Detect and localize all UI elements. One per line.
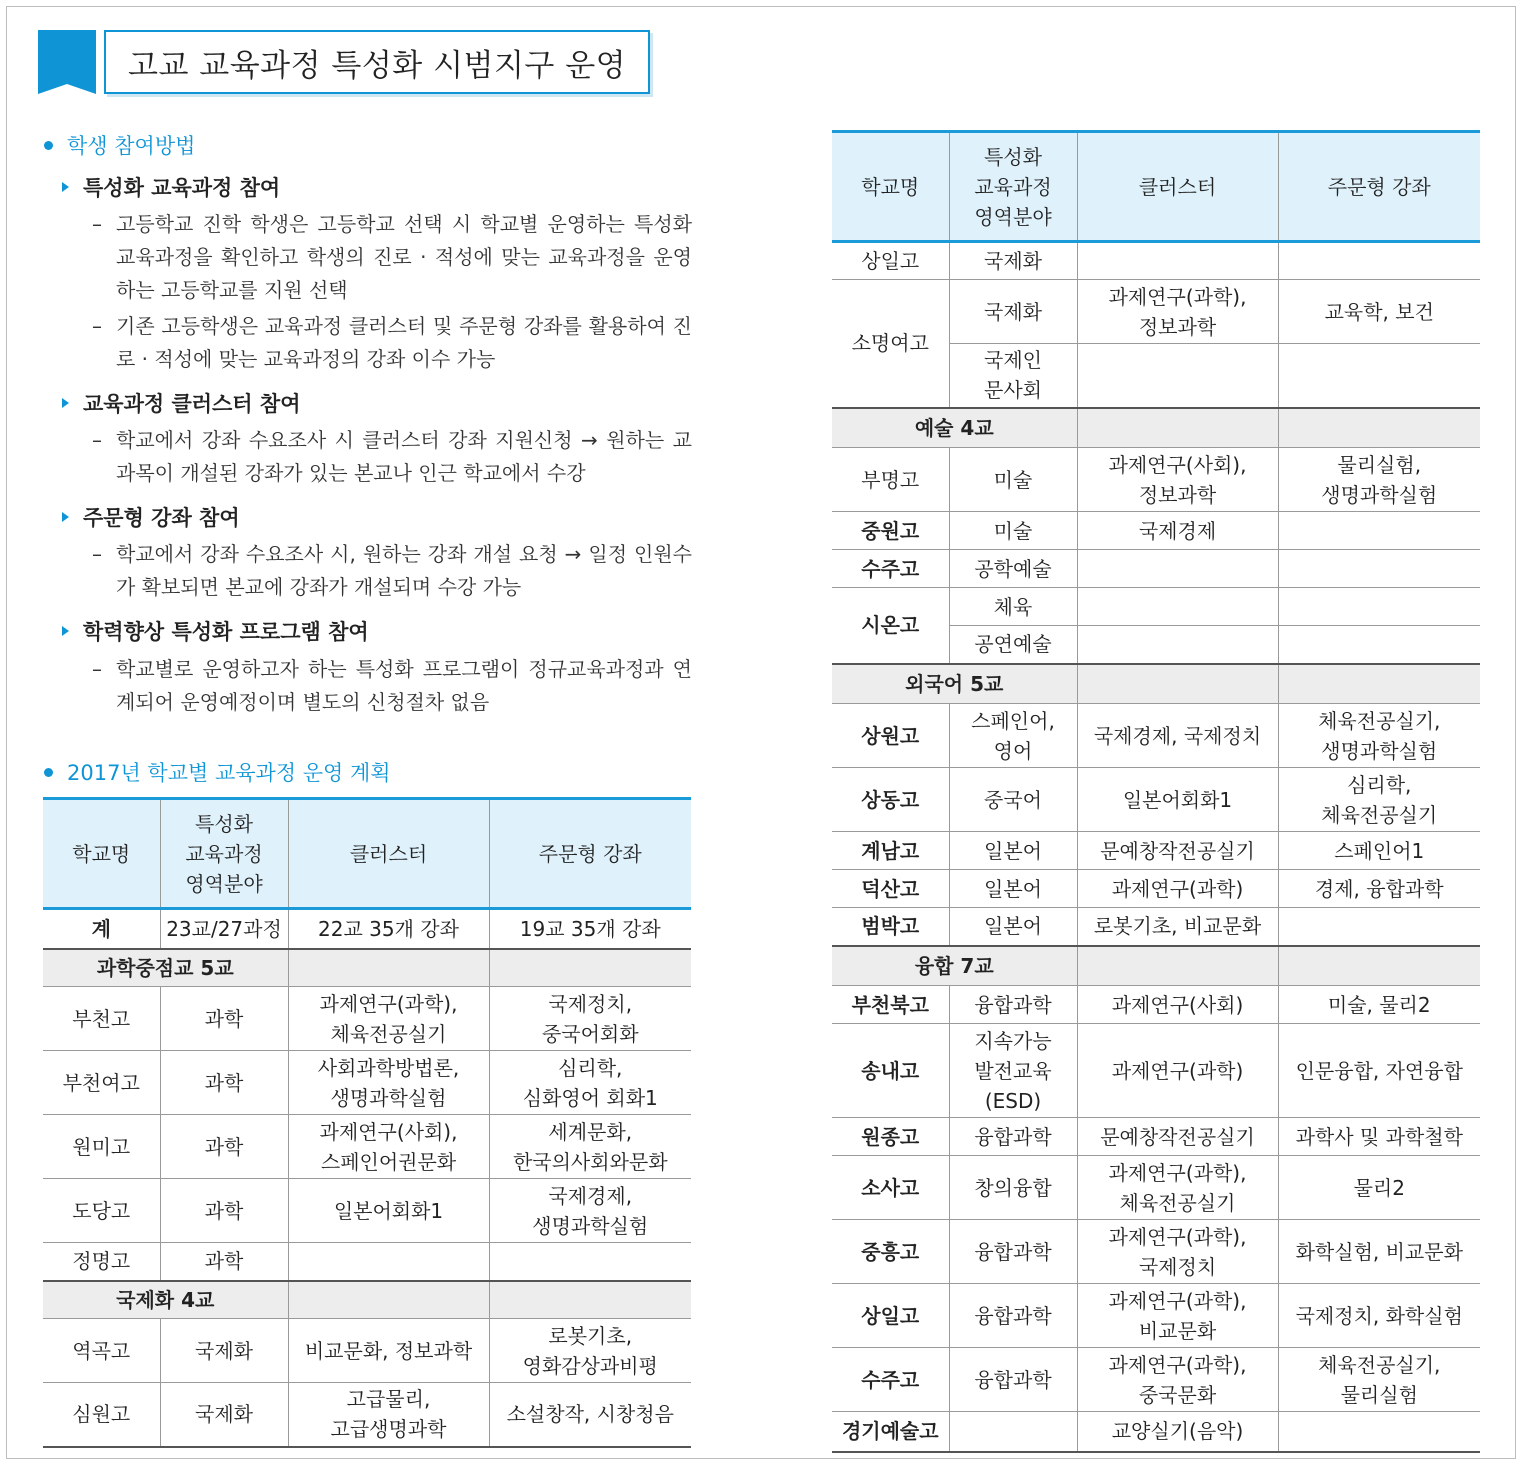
field-cell: 중국어	[949, 768, 1077, 832]
order-cell: 국제정치, 중국어회화	[489, 987, 691, 1051]
cluster-cell: 사회과학방법론, 생명과학실험	[288, 1051, 489, 1115]
paragraph: – 기존 고등학생은 교육과정 클러스터 및 주문형 강좌를 활용하여 진로 · 적성에 맞는 교육과정의 강좌 이수 가능	[92, 314, 692, 371]
field-cell: 지속가능 발전교육 (ESD)	[949, 1024, 1077, 1118]
group-row	[43, 1281, 691, 1319]
order-cell	[1278, 946, 1480, 986]
cluster-cell: 과제연구(사회)	[1077, 986, 1278, 1024]
order-cell: 물리실험, 생명과학실험	[1278, 448, 1480, 512]
page-title-box	[104, 30, 650, 94]
order-cell: 심리학, 체육전공실기	[1278, 768, 1480, 832]
col-header-school: 학교명	[43, 799, 160, 909]
cluster-cell: 로봇기초, 비교문화	[1077, 908, 1278, 946]
table-row	[43, 1115, 691, 1179]
field-cell: 과학	[160, 1051, 288, 1115]
order-cell	[1278, 550, 1480, 588]
cluster-cell	[1077, 946, 1278, 986]
school-cell: 시온고	[832, 588, 949, 664]
bullet-dot-icon	[44, 768, 53, 777]
field-cell: 국제화	[949, 280, 1077, 344]
order-cell: 미술, 물리2	[1278, 986, 1480, 1024]
cluster-cell	[1077, 626, 1278, 664]
field-cell: 과학	[160, 1115, 288, 1179]
school-cell: 부천여고	[43, 1051, 160, 1115]
paragraph: – 고등학교 진학 학생은 고등학교 선택 시 학교별 운영하는 특성화 교육과정을 확인하고 학생의 진로 · 적성에 맞는 교육과정을 운영하는 고등학교를 지원 선택	[92, 212, 692, 302]
field-cell: 미술	[949, 512, 1077, 550]
table-row	[43, 987, 691, 1051]
order-cell	[489, 1243, 691, 1281]
order-cell: 화학실험, 비교문화	[1278, 1220, 1480, 1284]
subheading: 주문형 강좌 참여	[62, 502, 240, 532]
field-cell: 공연예술	[949, 626, 1077, 664]
field-cell	[949, 1412, 1077, 1452]
triangle-bullet-icon	[62, 398, 69, 408]
cluster-cell: 과제연구(과학), 중국문화	[1077, 1348, 1278, 1412]
order-cell	[1278, 626, 1480, 664]
col-header-field: 특성화 교육과정 영역분야	[160, 799, 288, 909]
section-title-participation: 학생 참여방법	[44, 130, 195, 160]
school-cell: 소사고	[832, 1156, 949, 1220]
school-cell: 덕산고	[832, 870, 949, 908]
group-name-cell: 과학중점교 5교	[43, 949, 288, 987]
order-cell	[489, 1281, 691, 1319]
triangle-bullet-icon	[62, 182, 69, 192]
table-row	[832, 704, 1480, 768]
col-header-field: 특성화 교육과정 영역분야	[949, 132, 1077, 242]
school-cell: 중원고	[832, 512, 949, 550]
order-cell: 19교 35개 강좌	[489, 909, 691, 949]
order-cell	[1278, 1412, 1480, 1452]
col-header-cluster: 클러스터	[288, 799, 489, 909]
school-cell: 상원고	[832, 704, 949, 768]
order-cell	[1278, 512, 1480, 550]
col-header-cluster: 클러스터	[1077, 132, 1278, 242]
school-cell: 상일고	[832, 242, 949, 280]
school-cell: 소명여고	[832, 280, 949, 408]
group-name-cell: 융합 7교	[832, 946, 1077, 986]
table-row	[832, 1220, 1480, 1284]
order-cell: 로봇기초, 영화감상과비평	[489, 1319, 691, 1383]
school-cell: 송내고	[832, 1024, 949, 1118]
school-cell: 도당고	[43, 1179, 160, 1243]
section-title-plan: 2017년 학교별 교육과정 운영 계획	[44, 757, 391, 787]
order-cell	[489, 949, 691, 987]
field-cell: 융합과학	[949, 1284, 1077, 1348]
bookmark-flag-icon	[38, 30, 96, 92]
school-cell: 정명고	[43, 1243, 160, 1281]
order-cell: 심리학, 심화영어 회화1	[489, 1051, 691, 1115]
cluster-cell	[288, 949, 489, 987]
col-header-order: 주문형 강좌	[1278, 132, 1480, 242]
table-row	[43, 909, 691, 949]
school-cell: 부천북고	[832, 986, 949, 1024]
order-cell	[1278, 588, 1480, 626]
order-cell	[1278, 242, 1480, 280]
cluster-cell: 국제경제, 국제정치	[1077, 704, 1278, 768]
order-cell: 국제정치, 화학실험	[1278, 1284, 1480, 1348]
school-cell: 경기예술고	[832, 1412, 949, 1452]
school-cell: 심원고	[43, 1383, 160, 1447]
field-cell: 융합과학	[949, 1220, 1077, 1284]
cluster-cell: 국제경제	[1077, 512, 1278, 550]
triangle-bullet-icon	[62, 512, 69, 522]
cluster-cell: 문예창작전공실기	[1077, 1118, 1278, 1156]
order-cell: 국제경제, 생명과학실험	[489, 1179, 691, 1243]
field-cell: 체육	[949, 588, 1077, 626]
cluster-cell: 과제연구(과학), 국제정치	[1077, 1220, 1278, 1284]
cluster-cell: 과제연구(과학)	[1077, 1024, 1278, 1118]
field-cell: 국제화	[160, 1383, 288, 1447]
field-cell: 국제화	[160, 1319, 288, 1383]
school-cell: 계	[43, 909, 160, 949]
cluster-cell	[288, 1243, 489, 1281]
school-cell: 수주고	[832, 550, 949, 588]
field-cell: 융합과학	[949, 1118, 1077, 1156]
col-header-order: 주문형 강좌	[489, 799, 691, 909]
order-cell: 교육학, 보건	[1278, 280, 1480, 344]
school-cell: 상동고	[832, 768, 949, 832]
table-row	[832, 512, 1480, 550]
order-cell	[1278, 908, 1480, 946]
order-cell: 체육전공실기, 물리실험	[1278, 1348, 1480, 1412]
subheading: 특성화 교육과정 참여	[62, 172, 280, 202]
field-cell: 일본어	[949, 870, 1077, 908]
cluster-cell: 과제연구(과학), 체육전공실기	[1077, 1156, 1278, 1220]
table-row	[832, 280, 1480, 344]
school-cell: 부명고	[832, 448, 949, 512]
paragraph: – 학교에서 강좌 수요조사 시 클러스터 강좌 지원신청 → 원하는 교과목이 개설된 강좌가 있는 본교나 인근 학교에서 수강	[92, 428, 692, 485]
table-row	[43, 1179, 691, 1243]
field-cell: 과학	[160, 1243, 288, 1281]
order-cell: 체육전공실기, 생명과학실험	[1278, 704, 1480, 768]
paragraph: – 학교에서 강좌 수요조사 시, 원하는 강좌 개설 요청 → 일정 인원수가 확보되면 본교에 강좌가 개설되며 수강 가능	[92, 542, 692, 599]
cluster-cell	[1077, 550, 1278, 588]
order-cell	[1278, 408, 1480, 448]
cluster-cell: 과제연구(과학), 정보과학	[1077, 280, 1278, 344]
table-row	[832, 986, 1480, 1024]
table-row	[832, 242, 1480, 280]
cluster-cell: 일본어회화1	[1077, 768, 1278, 832]
plan-table-left	[43, 797, 691, 1448]
table-row	[832, 1348, 1480, 1412]
field-cell: 23교/27과정	[160, 909, 288, 949]
field-cell: 융합과학	[949, 986, 1077, 1024]
school-cell: 범박고	[832, 908, 949, 946]
table-row	[43, 1051, 691, 1115]
cluster-cell: 22교 35개 강좌	[288, 909, 489, 949]
order-cell: 물리2	[1278, 1156, 1480, 1220]
bullet-dot-icon	[44, 141, 53, 150]
cluster-cell	[1077, 408, 1278, 448]
table-row	[832, 1024, 1480, 1118]
field-cell: 국제화	[949, 242, 1077, 280]
cluster-cell: 과제연구(사회), 스페인어권문화	[288, 1115, 489, 1179]
group-name-cell: 예술 4교	[832, 408, 1077, 448]
order-cell	[1278, 664, 1480, 704]
school-cell: 원미고	[43, 1115, 160, 1179]
cluster-cell: 문예창작전공실기	[1077, 832, 1278, 870]
group-row	[832, 664, 1480, 704]
order-cell: 세계문화, 한국의사회와문화	[489, 1115, 691, 1179]
cluster-cell	[1077, 588, 1278, 626]
cluster-cell: 과제연구(과학), 체육전공실기	[288, 987, 489, 1051]
school-cell: 부천고	[43, 987, 160, 1051]
plan-table-right	[832, 130, 1480, 1453]
cluster-cell	[288, 1281, 489, 1319]
subheading: 교육과정 클러스터 참여	[62, 388, 300, 418]
field-cell: 스페인어, 영어	[949, 704, 1077, 768]
school-cell: 상일고	[832, 1284, 949, 1348]
field-cell: 미술	[949, 448, 1077, 512]
school-cell: 중흥고	[832, 1220, 949, 1284]
table-row	[832, 908, 1480, 946]
table-row	[832, 448, 1480, 512]
school-cell: 계남고	[832, 832, 949, 870]
cluster-cell: 일본어회화1	[288, 1179, 489, 1243]
paragraph: – 학교별로 운영하고자 하는 특성화 프로그램이 정규교육과정과 연계되어 운영예정이며 별도의 신청절차 없음	[92, 657, 692, 714]
field-cell: 일본어	[949, 908, 1077, 946]
table-row	[43, 1383, 691, 1447]
triangle-bullet-icon	[62, 626, 69, 636]
school-cell: 원종고	[832, 1118, 949, 1156]
cluster-cell: 과제연구(과학), 비교문화	[1077, 1284, 1278, 1348]
order-cell: 경제, 융합과학	[1278, 870, 1480, 908]
field-cell: 융합과학	[949, 1348, 1077, 1412]
cluster-cell: 교양실기(음악)	[1077, 1412, 1278, 1452]
cluster-cell	[1077, 242, 1278, 280]
table-row	[832, 1118, 1480, 1156]
group-row	[43, 949, 691, 987]
order-cell: 스페인어1	[1278, 832, 1480, 870]
table-row	[43, 1319, 691, 1383]
group-name-cell: 국제화 4교	[43, 1281, 288, 1319]
cluster-cell: 과제연구(사회), 정보과학	[1077, 448, 1278, 512]
table-row	[43, 1243, 691, 1281]
table-row	[832, 768, 1480, 832]
order-cell: 인문융합, 자연융합	[1278, 1024, 1480, 1118]
group-row	[832, 946, 1480, 986]
col-header-school: 학교명	[832, 132, 949, 242]
table-row	[832, 1284, 1480, 1348]
page-title: 고교 교육과정 특성화 시범지구 운영	[128, 47, 627, 84]
school-cell: 수주고	[832, 1348, 949, 1412]
order-cell: 소설창작, 시창청음	[489, 1383, 691, 1447]
cluster-cell	[1077, 664, 1278, 704]
school-cell: 역곡고	[43, 1319, 160, 1383]
field-cell: 국제인 문사회	[949, 344, 1077, 408]
field-cell: 과학	[160, 987, 288, 1051]
table-row	[832, 550, 1480, 588]
cluster-cell	[1077, 344, 1278, 408]
order-cell: 과학사 및 과학철학	[1278, 1118, 1480, 1156]
field-cell: 창의융합	[949, 1156, 1077, 1220]
group-row	[832, 408, 1480, 448]
field-cell: 일본어	[949, 832, 1077, 870]
table-row	[832, 588, 1480, 626]
table-row	[832, 1412, 1480, 1452]
cluster-cell: 과제연구(과학)	[1077, 870, 1278, 908]
cluster-cell: 고급물리, 고급생명과학	[288, 1383, 489, 1447]
group-name-cell: 외국어 5교	[832, 664, 1077, 704]
field-cell: 공학예술	[949, 550, 1077, 588]
field-cell: 과학	[160, 1179, 288, 1243]
cluster-cell: 비교문화, 정보과학	[288, 1319, 489, 1383]
table-row	[832, 832, 1480, 870]
subheading: 학력향상 특성화 프로그램 참여	[62, 616, 369, 646]
table-row	[832, 1156, 1480, 1220]
order-cell	[1278, 344, 1480, 408]
table-row	[832, 870, 1480, 908]
